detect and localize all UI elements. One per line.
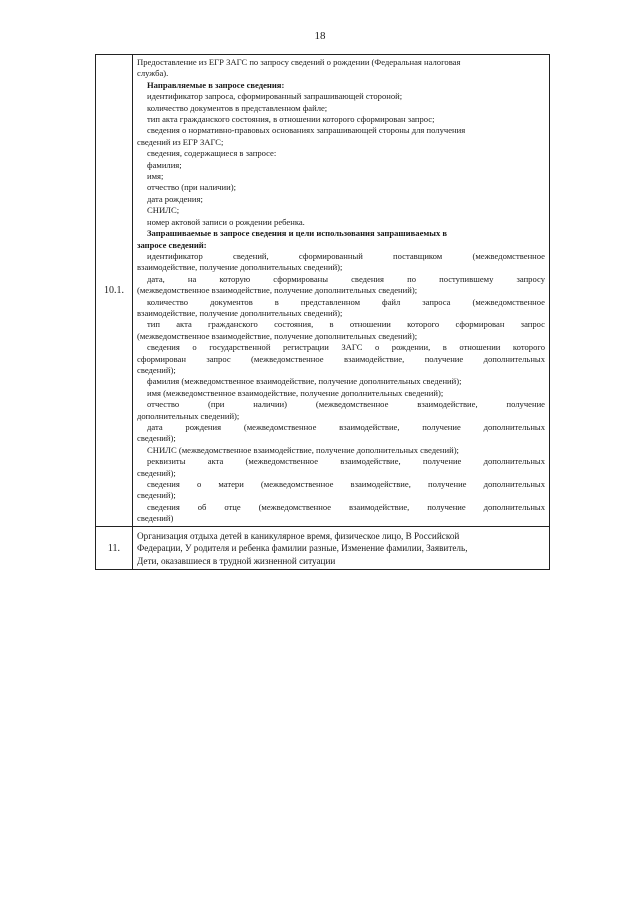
sent-item: СНИЛС; bbox=[147, 205, 180, 216]
sent-item: сведения о нормативно-правовых основаниях запрашивающей стороны для получения bbox=[147, 125, 466, 136]
sent-item: фамилия; bbox=[147, 159, 182, 170]
req-item: сформирован запрос (межведомственное взаимодействие, получение дополнительных bbox=[137, 353, 545, 364]
sent-item: сведений из ЕГР ЗАГС; bbox=[137, 136, 224, 147]
req-item: (межведомственное взаимодействие, получение дополнительных сведений); bbox=[137, 285, 418, 296]
row-11-line: Дети, оказавшиеся в трудной жизненной ситуации bbox=[137, 555, 336, 566]
req-item: сведения об отце (межведомственное взаимодействие, получение дополнительных bbox=[147, 501, 545, 512]
row-number-11: 11. bbox=[96, 526, 133, 570]
req-item: сведений); bbox=[137, 364, 176, 375]
req-item: тип акта гражданского состояния, в отношении которого сформирован запрос bbox=[147, 319, 545, 330]
req-item: дополнительных сведений); bbox=[137, 410, 240, 421]
sent-item: сведения, содержащиеся в запросе: bbox=[147, 148, 277, 159]
row-11-line: Организация отдыха детей в каникулярное время, физическое лицо, В Российской bbox=[137, 530, 460, 541]
intro-line-1: Предоставление из ЕГР ЗАГС по запросу сведений о рождении (Федеральная налоговая bbox=[137, 57, 461, 67]
req-heading-1: Запрашиваемые в запросе сведения и цели использования запрашиваемых в bbox=[147, 228, 448, 239]
req-item: отчество (при наличии) (межведомственное взаимодействие, получение bbox=[147, 399, 545, 410]
req-item: взаимодействие, получение дополнительных сведений); bbox=[137, 262, 343, 273]
sent-item: имя; bbox=[147, 171, 164, 182]
page-number: 18 bbox=[314, 30, 326, 42]
sent-item: тип акта гражданского состояния, в отношении которого сформирован запрос; bbox=[147, 114, 435, 125]
req-item: фамилия (межведомственное взаимодействие, получение дополнительных сведений); bbox=[147, 376, 462, 387]
sent-item: количество документов в представленном файле; bbox=[147, 102, 328, 113]
req-item: сведений); bbox=[137, 433, 176, 444]
req-item: дата рождения (межведомственное взаимодействие, получение дополнительных bbox=[147, 422, 545, 432]
row-content-11 bbox=[133, 526, 550, 570]
row-11-line: Федерации, У родителя и ребенка фамилии разные, Изменение фамилии, Заявитель, bbox=[137, 543, 468, 554]
table-row-11 bbox=[96, 526, 550, 570]
req-item: сведения о матери (межведомственное взаимодействие, получение дополнительных bbox=[147, 479, 545, 490]
sent-item: отчество (при наличии); bbox=[147, 182, 236, 193]
req-item: сведений); bbox=[137, 467, 176, 478]
row-number-10-1: 10.1. bbox=[96, 55, 133, 527]
req-item: сведения о государственной регистрации ЗАГС о рождении, в отношении которого bbox=[147, 342, 545, 353]
req-item: (межведомственное взаимодействие, получение дополнительных сведений); bbox=[137, 330, 418, 341]
req-item: реквизиты акта (межведомственное взаимодействие, получение дополнительных bbox=[147, 456, 545, 467]
document-table bbox=[95, 54, 550, 570]
req-item: сведений); bbox=[137, 490, 176, 501]
intro-line-2: служба). bbox=[137, 68, 169, 79]
sent-heading: Направляемые в запросе сведения: bbox=[147, 79, 285, 90]
req-item: дата, на которую сформированы сведения по поступившему запросу bbox=[147, 273, 545, 284]
req-item: взаимодействие, получение дополнительных сведений); bbox=[137, 307, 343, 318]
req-heading-2: запросе сведений: bbox=[137, 239, 207, 250]
req-item: СНИЛС (межведомственное взаимодействие, получение дополнительных сведений); bbox=[147, 444, 459, 455]
sent-item: идентификатор запроса, сформированный запрашивающей стороной; bbox=[147, 91, 403, 102]
table-row-10-1 bbox=[96, 55, 550, 527]
sent-item: дата рождения; bbox=[147, 193, 203, 204]
row-content-10-1 bbox=[133, 55, 550, 527]
req-item: сведений) bbox=[137, 513, 174, 524]
sent-item: номер актовой записи о рождении ребенка. bbox=[147, 216, 305, 227]
req-item: имя (межведомственное взаимодействие, получение дополнительных сведений); bbox=[147, 387, 444, 398]
req-item: идентификатор сведений, сформированный поставщиком (межведомственное bbox=[147, 250, 545, 261]
req-item: количество документов в представленном файл запроса (межведомственное bbox=[147, 296, 545, 307]
